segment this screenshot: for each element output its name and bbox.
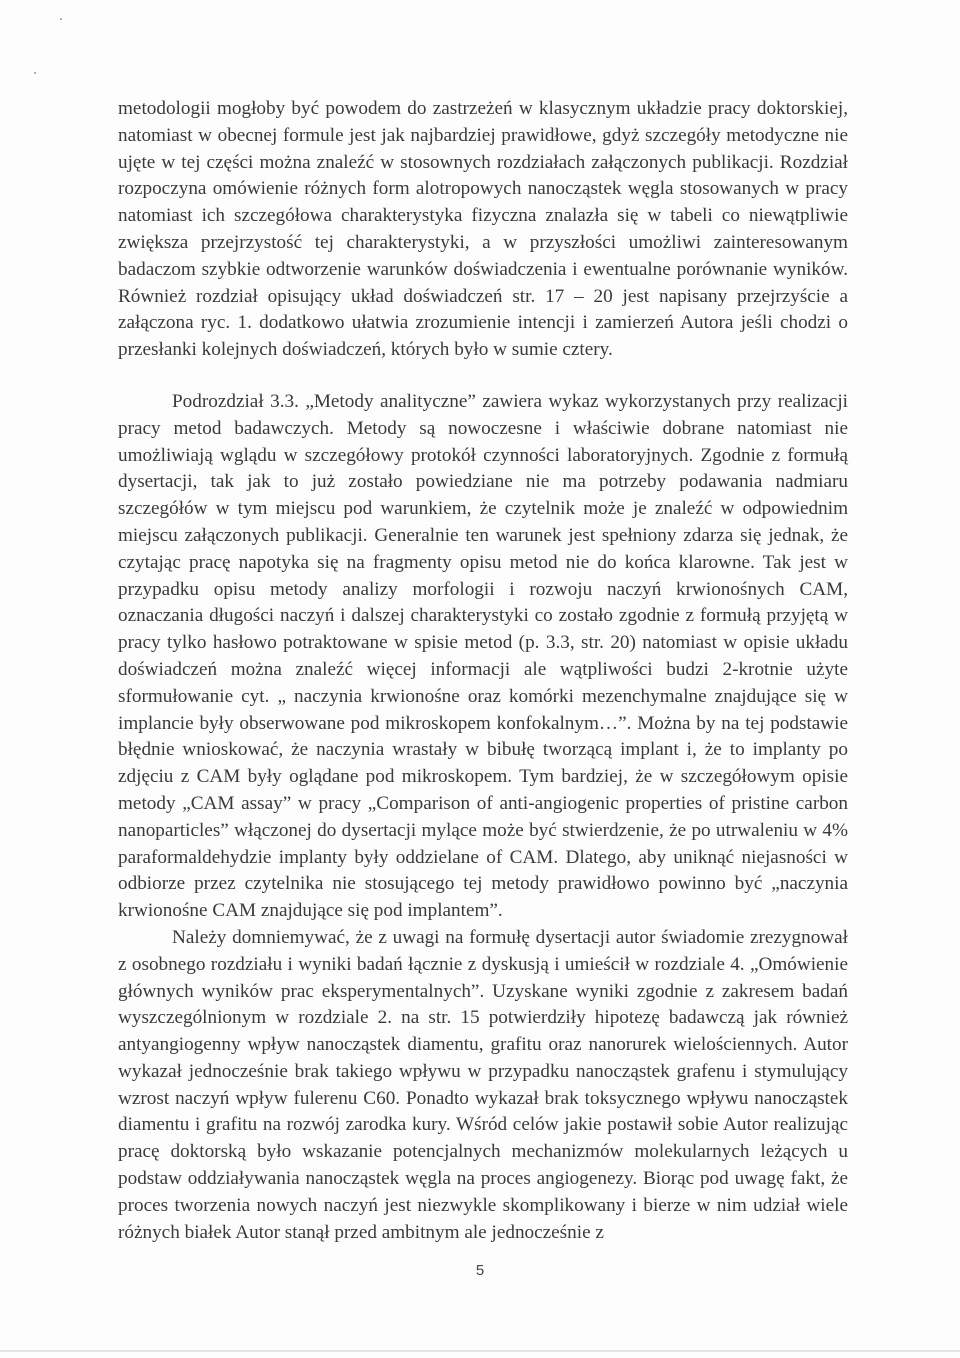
scan-speck: [60, 18, 62, 20]
paragraph-analytical-methods: Podrozdział 3.3. „Metody analityczne” zawiera wykaz wykorzystanych przy realizacji pracy metod badawczych. Metody są nowoczesne i właściwie dobrane natomiast nie umożliwiają wglądu w szczegółowy protokół czynności laboratoryjnych. Zgodnie z formułą dysertacji, tak jak to już zostało powiedziane nie ma potrzeby podawania nadmiaru szczegółów w tym miejscu pod warunkiem, że czytelnik może je znaleźć w odpowiednim miejscu załączonych publikacji. Generalnie ten warunek jest spełniony zdarza się jednak, że czytając pracę napotyka się na fragmenty opisu metod nie do końca klarowne. Tak jest w przypadku opisu metody analizy morfologii i rozwoju naczyń krwionośnych CAM, oznaczania długości naczyń i dalszej charakterystyki co zostało zgodnie z formułą przyjętą w pracy tylko hasłowo potraktowane w spisie metod (p. 3.3, str. 20) natomiast w opisie układu doświadczeń można znaleźć więcej informacji ale wątpliwości budzi 2-krotnie użyte sformułowanie cyt. „ naczynia krwionośne oraz komórki mezenchymalne znajdujące się w implancie były obserwowane pod mikroskopem konfokalnym…”. Można by na tej podstawie błędnie wnioskować, że naczynia wrastały w bibułę tworzącą implant i, że to implanty po zdjęciu z CAM były oglądane pod mikroskopem. Tym bardziej, że w szczegółowym opisie metody „CAM assay” w pracy „Comparison of anti-angiogenic properties of pristine carbon nanoparticles” włączonej do dysertacji mylące może być stwierdzenie, że po utrwaleniu w 4% paraformaldehydzie implanty były oddzielane of CAM. Dlatego, aby uniknąć niejasności w odbiorze przez czytelnika nie stosującego tej metody prawidłowo powinno być „naczynia krwionośne CAM znajdujące się pod implantem”.: [118, 390, 848, 922]
document-body: [118, 96, 848, 1246]
page-number: 5: [475, 1262, 485, 1279]
paragraph-results: Należy domniemywać, że z uwagi na formułę dysertacji autor świadomie zrezygnował z osobnego rozdziału i wyniki badań łącznie z dyskusją i umieścił w rozdziale 4. „Omówienie głównych wyników prac eksperymentalnych”. Uzyskane wyniki zgodnie z zakresem badań wyszczególnionym w rozdziale 2. na str. 15 potwierdziły hipotezę badawczą jak również antyangiogenny wpływ nanocząstek diamentu, grafitu oraz nanorurek wielościennych. Autor wykazał jednocześnie brak takiego wpływu w przypadku nanocząstek grafenu i stymulujący wzrost naczyń wpływ fulerenu C60. Ponadto wykazał brak toksycznego wpływu nanocząstek diamentu i grafitu na rozwój zarodka kury. Wśród celów jakie postawił sobie Autor realizując pracę doktorską było wskazanie potencjalnych mechanizmów molekularnych leżących u podstaw oddziaływania nanocząstek węgla na proces angiogenezy. Biorąc pod uwagę fakt, że proces tworzenia nowych naczyń jest niezwykle skomplikowany i bierze w nim udział wiele różnych białek Autor stanął przed ambitnym ale jednocześnie z: [118, 926, 848, 1243]
paragraph-gap: [118, 364, 848, 389]
scan-speck: [34, 72, 36, 74]
scan-edge-line: [0, 1350, 960, 1352]
paragraph-methodology: metodologii mogłoby być powodem do zastrzeżeń w klasycznym układzie pracy doktorskiej, natomiast w obecnej formule jest jak najbardziej prawidłowe, gdyż szczegóły metodyczne nie ujęte w tej części można znaleźć w stosownych rozdziałach załączonych publikacji. Rozdział rozpoczyna omówienie różnych form alotropowych nanocząstek węgla stosowanych w pracy natomiast ich szczegółowa charakterystyka fizyczna znalazła się w tabeli co niewątpliwie zwiększa przejrzystość tej charakterystyki, a w przyszłości umożliwi zainteresowanym badaczom szybkie odtworzenie warunków doświadczenia i ewentualne porównanie wyników. Również rozdział opisujący układ doświadczeń str. 17 – 20 jest napisany przejrzyście a załączona ryc. 1. dodatkowo ułatwia zrozumienie intencji i zamierzeń Autora jeśli chodzi o przesłanki kolejnych doświadczeń, których było w sumie cztery.: [118, 98, 848, 361]
